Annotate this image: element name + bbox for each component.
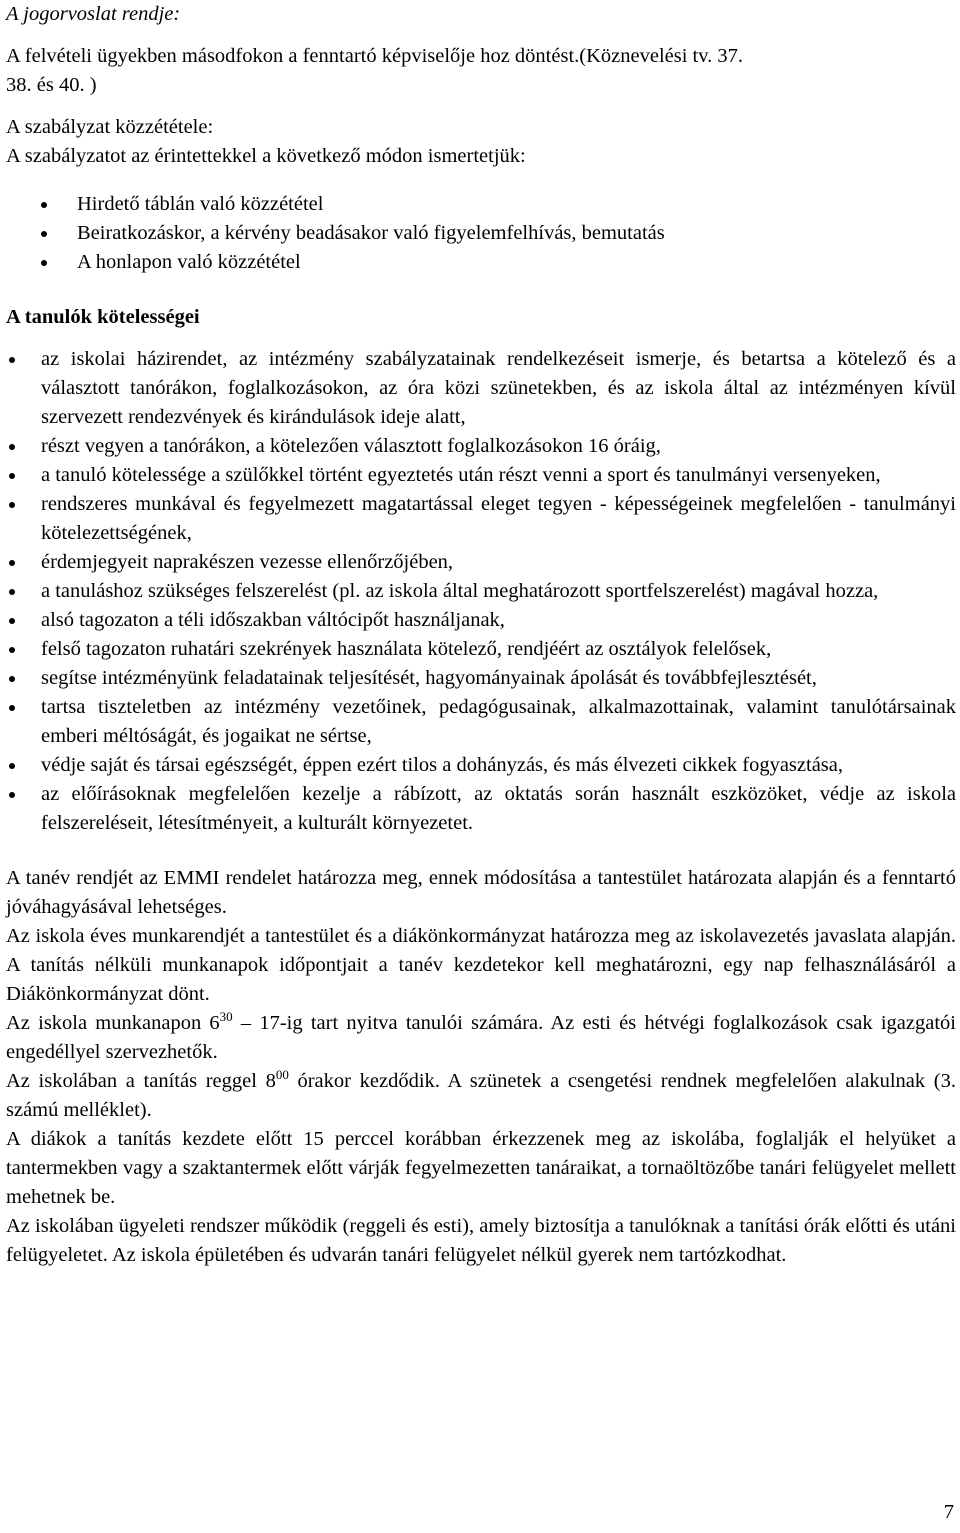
publication-intro: A szabályzatot az érintettekkel a következő módon ismertetjük: — [6, 145, 526, 167]
section-title-publication: A szabályzat közzététele: — [6, 116, 214, 138]
list-item: a tanuláshoz szükséges felszerelést (pl. az iskola által meghatározott sportfelszerelést) magával hozza, — [6, 577, 956, 606]
duties-list — [6, 345, 956, 838]
bullet-icon — [9, 473, 15, 479]
bullet-icon — [9, 705, 15, 711]
list-item: az előírásoknak megfelelően kezelje a rábízott, az oktatás során használt eszközöket, védje az iskola felszereléseit, létesítményeit, a kulturált környezetet. — [6, 780, 956, 838]
page-number: 7 — [943, 1501, 954, 1523]
work-schedule-paragraph: Az iskola éves munkarendjét a tantestület és a diákönkormányzat határozza meg az iskolavezetés javaslata alapján. A tanítás nélküli munkanapok időpontjait a tanév kezdetekor kell meghatározni, egy nap felhasználásáról a Diákönkormányzat dönt. — [6, 925, 956, 1005]
list-item: A honlapon való közzététel — [6, 248, 956, 277]
bullet-icon — [41, 231, 47, 237]
list-item: Hirdető táblán való közzététel — [6, 190, 956, 219]
bullet-icon — [41, 260, 47, 266]
list-item: a tanuló kötelessége a szülőkkel történt egyeztetés után részt venni a sport és tanulmányi versenyeken, — [6, 461, 956, 490]
lesson-start-paragraph: Az iskolában a tanítás reggel $8^{00}$ órakor kezdődik. A szünetek a csengetési rendnek megfelelően alakulnak (3. számú melléklet). — [6, 1067, 956, 1121]
bullet-icon — [9, 589, 15, 595]
bullet-icon — [9, 444, 15, 450]
list-item: Beiratkozáskor, a kérvény beadásakor való figyelemfelhívás, bemutatás — [6, 219, 956, 248]
list-item: rendszeres munkával és fegyelmezett magatartással eleget tegyen - képességeinek megfelelően - tanulmányi kötelezettségének, — [6, 490, 956, 548]
page-content — [6, 0, 956, 1270]
supervision-paragraph: Az iskolában ügyeleti rendszer működik (reggeli és esti), amely biztosítja a tanulóknak a tanítási órák előtti és utáni felügyeletet. Az iskola épületében és udvarán tanári felügyelet nélkül gyerek nem tartózkodhat. — [6, 1215, 956, 1266]
arrival-paragraph: A diákok a tanítás kezdete előtt 15 perccel korábban érkezzenek meg az iskolába, foglalják el helyüket a tantermekben vagy a szaktantermek előtt várják fegyelmezetten tanáraikat, a tornaöltözőbe tanári felügyelet mellett mehetnek be. — [6, 1128, 956, 1208]
bullet-icon — [9, 502, 15, 508]
list-item: érdemjegyeit naprakészen vezesse ellenőrzőjében, — [6, 548, 956, 577]
publication-list — [6, 190, 956, 277]
list-item: felső tagozaton ruhatári szekrények használata kötelező, rendjéért az osztályok felelősek, — [6, 635, 956, 664]
list-item: segítse intézményünk feladatainak teljesítését, hagyományainak ápolását és továbbfejlesztését, — [6, 664, 956, 693]
section-title-legal-remedy: A jogorvoslat rendje: — [6, 3, 181, 25]
duties-heading: A tanulók kötelességei — [6, 306, 200, 328]
legal-remedy-text-line-2: 38. és 40. ) — [6, 74, 97, 96]
list-item: tartsa tiszteletben az intézmény vezetőinek, pedagógusainak, alkalmazottainak, valamint tanulótársainak emberi méltóságát, és jogaikat ne sértse, — [6, 693, 956, 751]
bullet-icon — [9, 763, 15, 769]
list-item: védje saját és társai egészségét, éppen ezért tilos a dohányzás, és más élvezeti cikkek fogyasztása, — [6, 751, 956, 780]
list-item: részt vegyen a tanórákon, a kötelezően választott foglalkozásokon 16 óráig, — [6, 432, 956, 461]
bullet-icon — [9, 792, 15, 798]
list-item: az iskolai házirendet, az intézmény szabályzatainak rendelkezéseit ismerje, és betartsa a kötelező és a választott tanórákon, foglalkozásokon, az óra közi szünetekben, és az iskola által az intézményen kívül szervezett rendezvények és kirándulások ideje alatt, — [6, 345, 956, 432]
bullet-icon — [41, 202, 47, 208]
bullet-icon — [9, 560, 15, 566]
opening-hours-paragraph: Az iskola munkanapon $6^{30} - 17-ig$ tart nyitva tanulói számára. Az esti és hétvégi foglalkozások csak igazgatói engedéllyel szervezhetők. — [6, 1009, 956, 1063]
bullet-icon — [9, 647, 15, 653]
legal-remedy-text-line-1: A felvételi ügyekben másodfokon a fenntartó képviselője hoz döntést.(Köznevelési tv. 37. — [6, 45, 744, 67]
bullet-icon — [9, 676, 15, 682]
bullet-icon — [9, 618, 15, 624]
list-item: alsó tagozaton a téli időszakban váltócipőt használjanak, — [6, 606, 956, 635]
bullet-icon — [9, 357, 15, 363]
school-year-paragraph: A tanév rendjét az EMMI rendelet határozza meg, ennek módosítása a tantestület határozata alapján és a fenntartó jóváhagyásával lehetséges. — [6, 867, 956, 918]
